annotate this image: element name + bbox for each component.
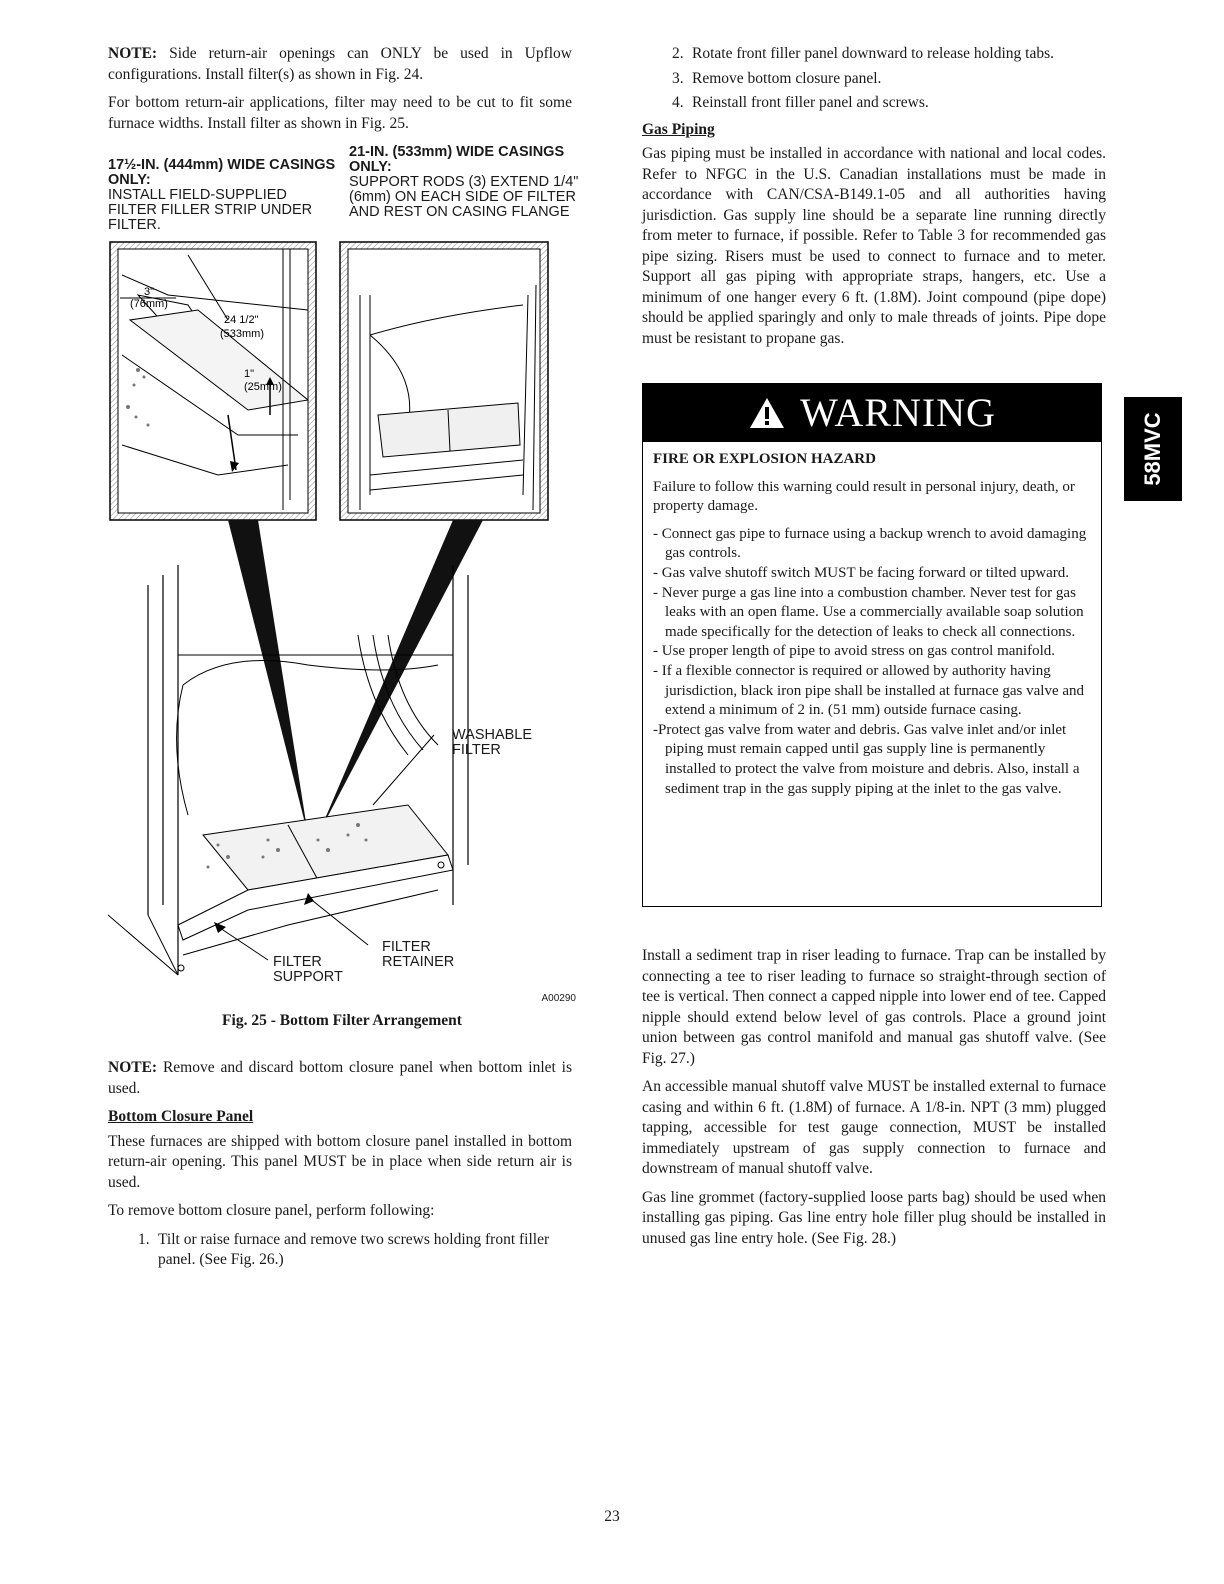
- warning-bullet: - Gas valve shutoff switch MUST be facing forward or tilted upward.: [653, 564, 1070, 581]
- warning-intro: Failure to follow this warning could result in personal injury, death, or property damage.: [653, 478, 1075, 515]
- left-column-top: [108, 44, 572, 142]
- warning-bullets: [653, 525, 1089, 799]
- heading-gas-piping: Gas Piping: [642, 120, 715, 138]
- caption-21in: 21-IN. (533mm) WIDE CASINGS ONLY: SUPPORT RODS (3) EXTEND 1/4" (6mm) ON EACH SIDE OF FILTER AND REST ON CASING FLANGE: [349, 144, 579, 220]
- figure-25: [108, 144, 579, 1035]
- right-column-top: [642, 44, 1106, 357]
- para-remove-panel: To remove bottom closure panel, perform following:: [108, 1202, 435, 1219]
- filter-diagram: [108, 145, 576, 985]
- para-closure-panel: These furnaces are shipped with bottom closure panel installed in bottom return-air opening. This panel MUST be in place when side return air is used.: [108, 1132, 572, 1191]
- label-filter-support: FILTER SUPPORT: [273, 954, 343, 985]
- pointer-wedge-left: [228, 520, 308, 835]
- figure-title: Fig. 25 - Bottom Filter Arrangement: [222, 1012, 462, 1029]
- warning-title: WARNING: [800, 390, 996, 435]
- warning-hazard: FIRE OR EXPLOSION HAZARD: [653, 451, 876, 467]
- para-sediment-trap: Install a sediment trap in riser leading to furnace. Trap can be installed by connecting a tee to riser leading to furnace so straight-through section of tee is vertical. Then connect a capped nipple into lower end of tee. Capped nipple should extend below level of gas controls. Place a ground joint union between gas control manifold and manual gas shutoff valve. (See Fig. 27.): [642, 947, 1106, 1067]
- warning-triangle-icon: [748, 388, 786, 446]
- note-side-return: NOTE: Side return-air openings can ONLY be used in Upflow configurations. Install filter(s) as shown in Fig. 24.: [108, 45, 572, 83]
- para-bottom-return: For bottom return-air applications, filter may need to be cut to fit some furnace widths. Install filter as shown in Fig. 25.: [108, 94, 572, 132]
- step-2: 2. Rotate front filler panel downward to release holding tabs.: [672, 45, 1054, 62]
- label-washable-filter: WASHABLE FILTER: [452, 727, 533, 758]
- right-column-bottom: [642, 946, 1106, 1257]
- warning-bullet: - Never purge a gas line into a combustion chamber. Never test for gas leaks with an open flame. Use a commercially available soap solution made specifically for the detection of leaks to check all connections.: [653, 584, 1084, 640]
- step-1: 1. Tilt or raise furnace and remove two screws holding front filler panel. (See Fig. 26.): [138, 1230, 550, 1268]
- para-grommet: Gas line grommet (factory-supplied loose parts bag) should be used when installing gas piping. Gas line entry hole filler plug should be installed in unused gas line entry hole. (See Fig. 28.): [642, 1188, 1106, 1247]
- detail-21in-panel: [340, 242, 548, 520]
- dim-25mm: (25mm): [244, 381, 282, 393]
- dim-1in: 1": [244, 368, 255, 380]
- heading-bottom-closure: Bottom Closure Panel: [108, 1108, 254, 1125]
- dim-3in: 3": [144, 286, 155, 298]
- warning-bullet: - Connect gas pipe to furnace using a backup wrench to avoid damaging gas controls.: [653, 525, 1087, 562]
- warning-body: [643, 442, 1101, 799]
- step-4: 4. Reinstall front filler panel and screws.: [672, 94, 929, 111]
- step-3: 3. Remove bottom closure panel.: [672, 69, 882, 87]
- warning-bullet: - If a flexible connector is required or allowed by authority having jurisdiction, black iron pipe shall be installed at furnace gas valve and extend a minimum of 2 in. (51 mm) outside furnace casing.: [653, 662, 1085, 719]
- dim-24in: 24 1/2": [224, 314, 259, 326]
- caption-17in: 17½-IN. (444mm) WIDE CASINGS ONLY: INSTALL FIELD-SUPPLIED FILTER FILLER STRIP UNDER FILTER.: [108, 157, 336, 233]
- dim-533mm: (533mm): [220, 328, 265, 340]
- para-shutoff-valve: An accessible manual shutoff valve MUST be installed external to furnace casing and within 6 ft. (1.8M) of furnace. A 1/8-in. NPT (3 mm) plugged tapping, accessible for test gauge connection, MUST be installed immediately upstream of gas supply connection to furnace and downstream of manual shutoff valve.: [642, 1078, 1106, 1177]
- dim-76mm: (76mm): [130, 298, 168, 310]
- para-gas-piping: Gas piping must be installed in accordance with national and local codes. Refer to NFGC in the U.S. Canadian installations must be made in accordance with CAN/CSA-B149.1-05 and all authorities having jurisdiction. Gas supply line should be a separate line running directly from meter to furnace, if possible. Refer to Table 3 for recommended gas pipe sizing. Risers must be used to connect to furnace and to meter. Support all gas piping with appropriate straps, hangers, etc. Use a minimum of one hanger every 6 ft. (1.8M). Joint compound (pipe dope) should be applied sparingly and only to male threads of joints. Pipe dope must be resistant to propane gas.: [642, 145, 1106, 347]
- label-filter-retainer: FILTER RETAINER: [382, 939, 455, 970]
- page-number: 23: [604, 1508, 620, 1525]
- figure-code: A00290: [541, 993, 576, 1004]
- detail-17in-panel: [110, 242, 316, 520]
- pointer-wedge-right: [318, 520, 483, 835]
- warning-bullet: - Use proper length of pipe to avoid stress on gas control manifold.: [653, 643, 1055, 660]
- warning-box: [642, 383, 1102, 907]
- side-tab: 58MVC: [1124, 397, 1182, 501]
- warning-bullet: -Protect gas valve from water and debris. Gas valve inlet and/or inlet piping must remain capped until gas supply line is permanently installed to protect the valve from moisture and debris. Also, install a sediment trap in the gas supply piping at the inlet to the gas valve.: [653, 721, 1080, 797]
- left-column-bottom: [108, 1058, 572, 1277]
- note-discard-panel: NOTE: Remove and discard bottom closure panel when bottom inlet is used.: [108, 1059, 572, 1097]
- warning-header: [643, 384, 1101, 442]
